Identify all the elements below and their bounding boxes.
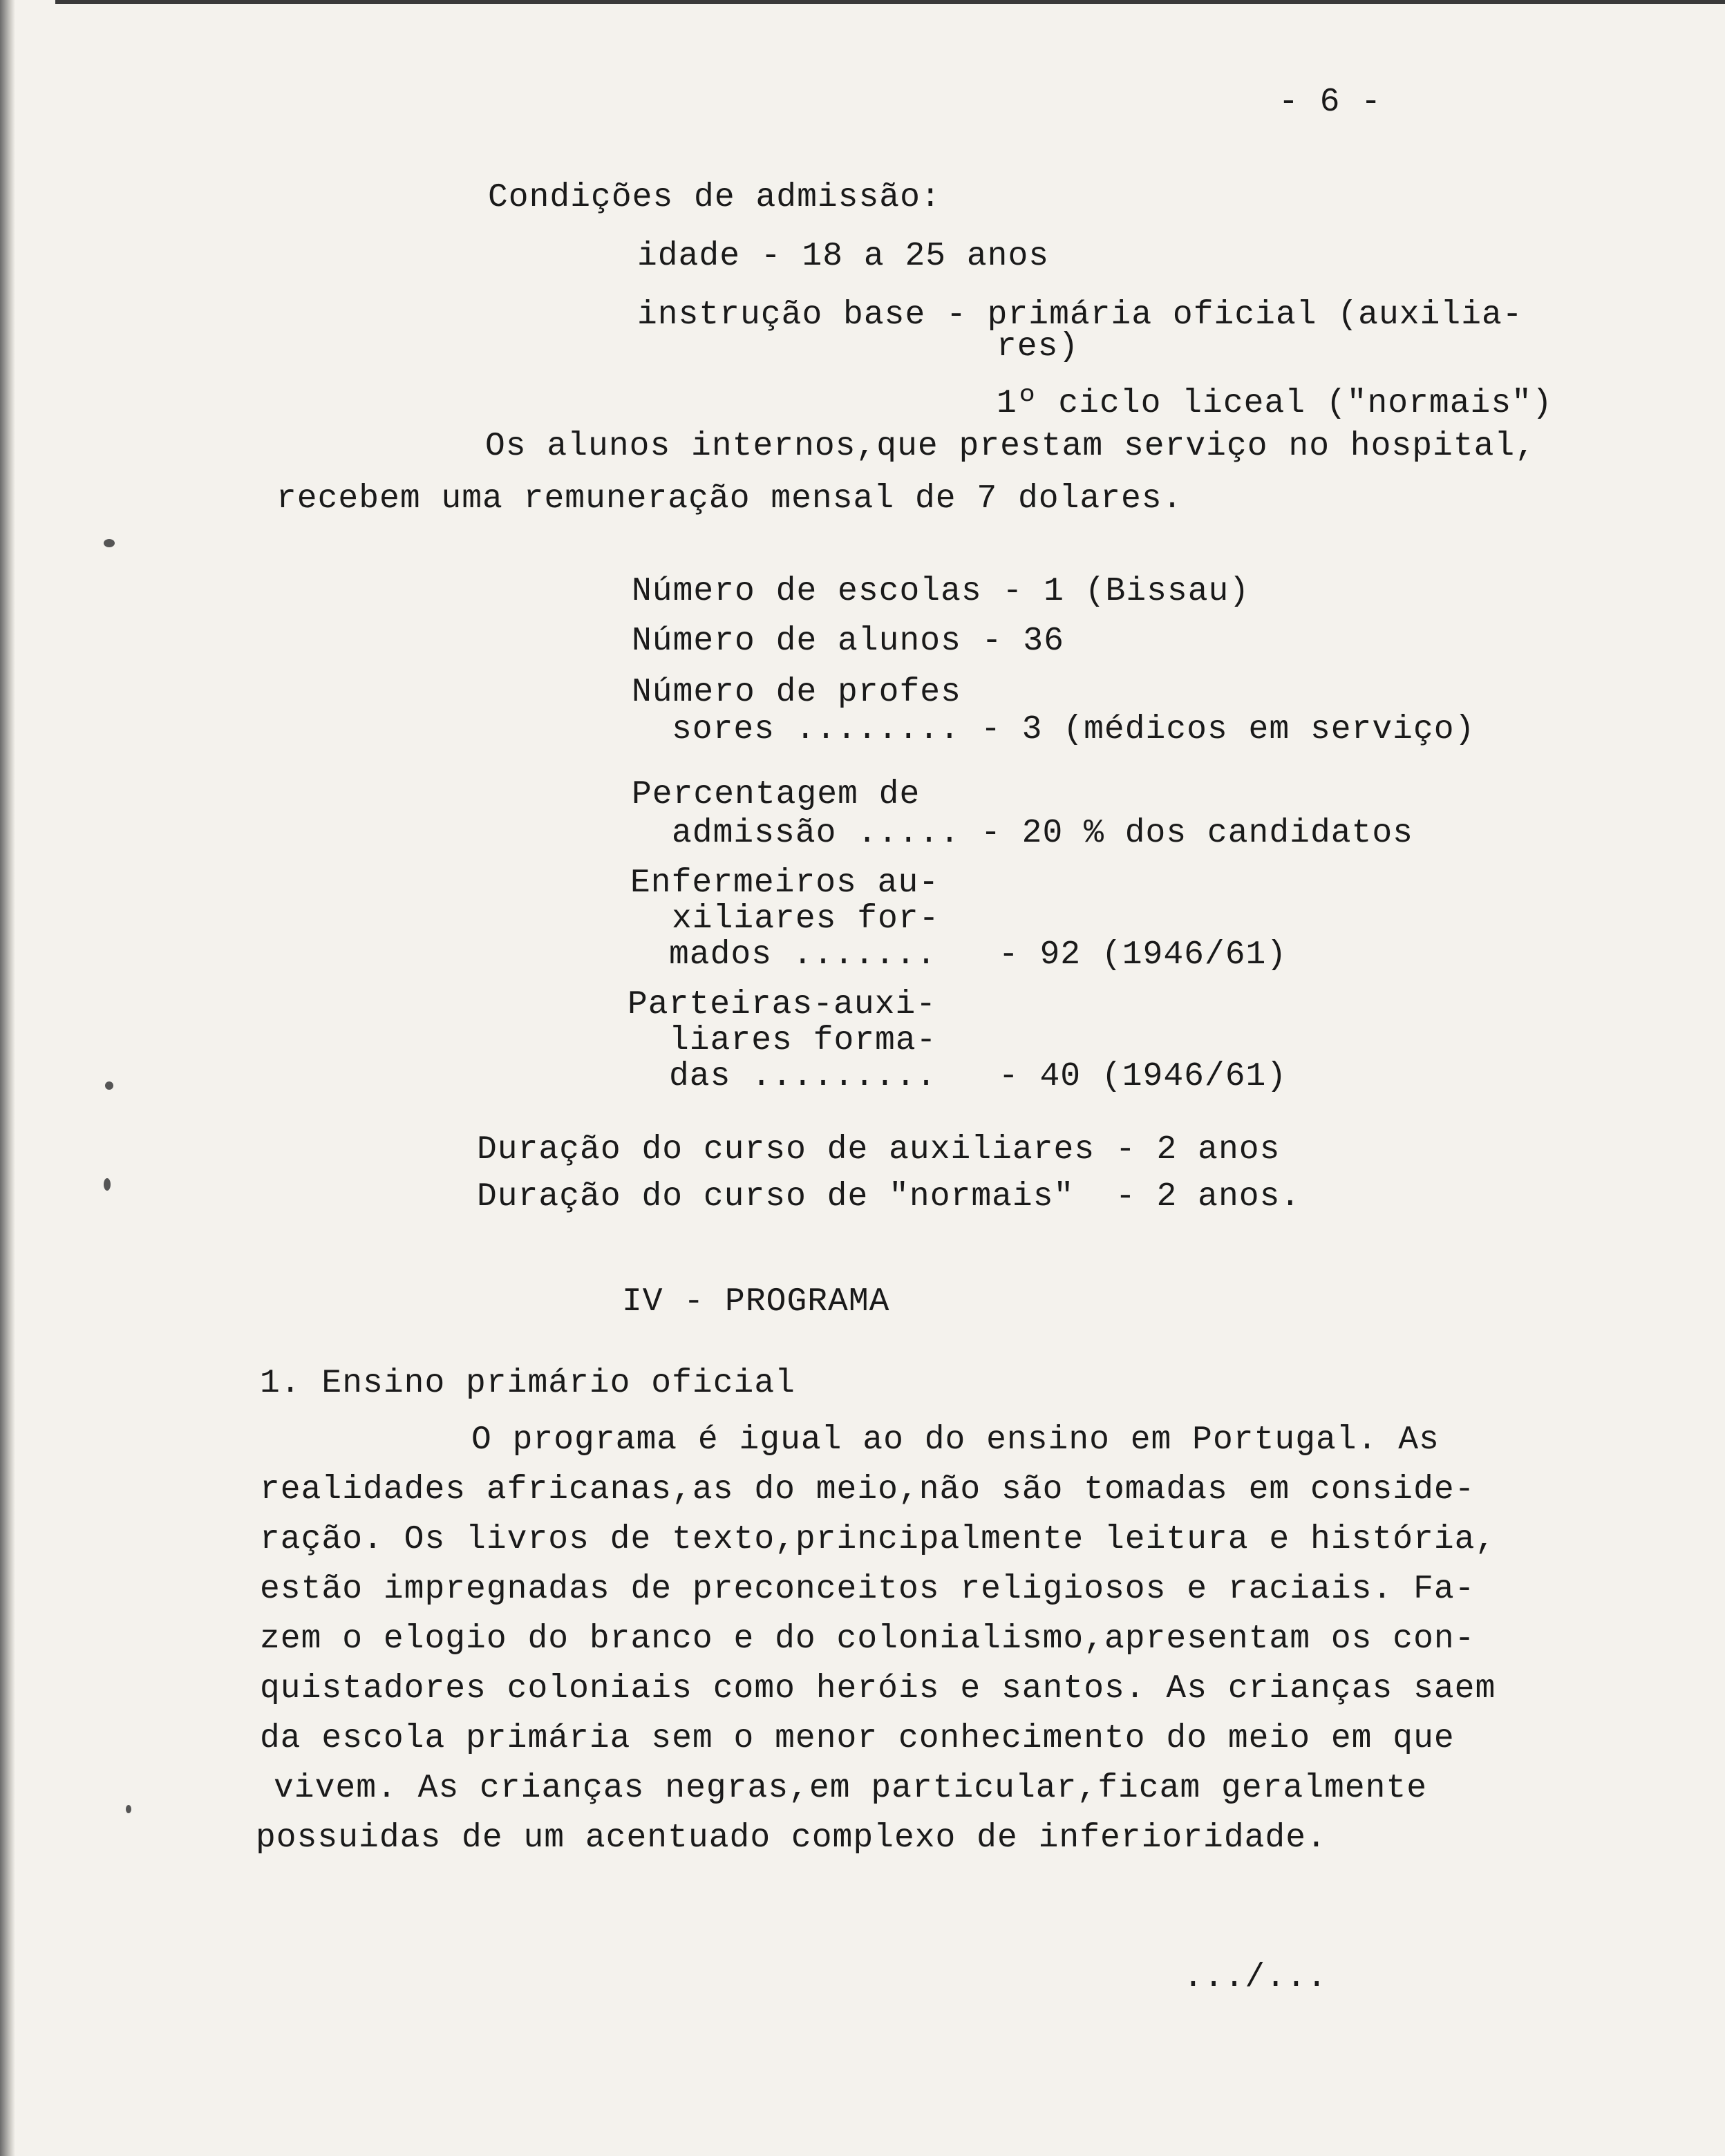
program-paragraph-line5: zem o elogio do branco e do colonialismo,apresentam os con-: [260, 1620, 1476, 1658]
stat-midwives-line3: das ......... - 40 (1946/61): [669, 1058, 1288, 1095]
scan-speck: [104, 1178, 111, 1191]
intern-paragraph-line2: recebem uma remuneração mensal de 7 dolares.: [276, 480, 1183, 518]
page-number: - 6 -: [1279, 84, 1382, 121]
scan-left-edge: [0, 0, 15, 2156]
program-paragraph-line9: possuidas de um acentuado complexo de inferioridade.: [256, 1819, 1327, 1857]
stat-admission-rate-line2: admissão ..... - 20 % dos candidatos: [672, 815, 1413, 852]
program-paragraph-line2: realidades africanas,as do meio,não são tomadas em conside-: [260, 1471, 1476, 1509]
admission-education-line2: res): [997, 328, 1080, 366]
continuation-mark: .../...: [1183, 1959, 1328, 1996]
stat-midwives-line2: liares forma-: [669, 1022, 937, 1059]
stat-schools: Número de escolas - 1 (Bissau): [632, 573, 1250, 610]
section-heading: IV - PROGRAMA: [622, 1283, 890, 1321]
stat-admission-rate-line1: Percentagem de: [632, 776, 921, 813]
stat-nurses-line3: mados ....... - 92 (1946/61): [669, 936, 1288, 974]
stat-nurses-line1: Enfermeiros au-: [630, 864, 940, 902]
admission-age: idade - 18 a 25 anos: [637, 238, 1050, 275]
program-paragraph-line8: vivem. As crianças negras,em particular,ficam geralmente: [274, 1770, 1428, 1807]
admission-education-line1: instrução base - primária oficial (auxilia-: [637, 296, 1523, 334]
intern-paragraph-line1: Os alunos internos,que prestam serviço no hospital,: [485, 428, 1536, 465]
scan-speck: [126, 1805, 131, 1813]
program-paragraph-line6: quistadores coloniais como heróis e santos. As crianças saem: [260, 1670, 1496, 1708]
stat-teachers-line2: sores ........ - 3 (médicos em serviço): [672, 711, 1476, 748]
admission-heading: Condições de admissão:: [488, 179, 941, 216]
stat-students: Número de alunos - 36: [632, 623, 1064, 660]
subsection-heading: 1. Ensino primário oficial: [260, 1365, 795, 1402]
program-paragraph-line4: estão impregnadas de preconceitos religiosos e raciais. Fa-: [260, 1571, 1476, 1608]
program-paragraph-line7: da escola primária sem o menor conhecimento do meio em que: [260, 1720, 1455, 1757]
stat-teachers-line1: Número de profes: [632, 674, 961, 711]
duration-auxiliary: Duração do curso de auxiliares - 2 anos: [477, 1131, 1281, 1169]
stat-nurses-line2: xiliares for-: [672, 900, 940, 938]
admission-education-line3: 1º ciclo liceal ("normais"): [997, 385, 1553, 422]
program-paragraph-line3: ração. Os livros de texto,principalmente leitura e história,: [260, 1521, 1496, 1558]
scan-top-edge: [55, 0, 1725, 4]
program-paragraph-line1: O programa é igual ao do ensino em Portugal. As: [471, 1421, 1440, 1459]
stat-midwives-line1: Parteiras-auxi-: [628, 986, 937, 1023]
scan-speck: [104, 539, 115, 547]
scan-speck: [105, 1081, 113, 1090]
duration-normal: Duração do curso de "normais" - 2 anos.: [477, 1178, 1301, 1216]
